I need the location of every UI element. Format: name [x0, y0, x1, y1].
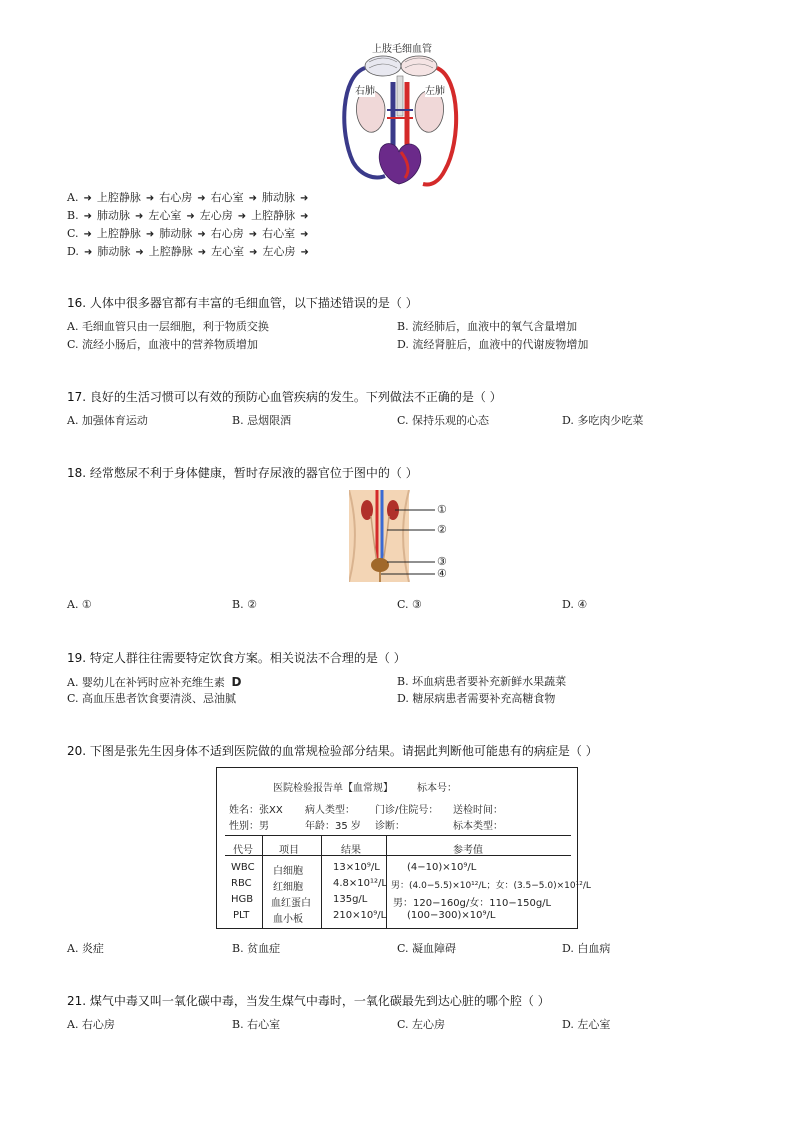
q17-stem: 17. 良好的生活习惯可以有效的预防心血管疾病的发生。下列做法不正确的是（ ）: [67, 390, 502, 404]
report-sample-no: 标本号：: [417, 783, 457, 794]
arrow-icon: ➜: [186, 211, 195, 222]
row-ref: (4−10)×10⁹/L: [407, 862, 477, 873]
q16-option-c: C. 流经小肠后，血液中的营养物质增加: [67, 338, 259, 351]
report-divider: [225, 835, 571, 836]
arrow-icon: ➜: [83, 193, 92, 204]
arrow-icon: ➜: [300, 247, 309, 258]
arrow-icon: ➜: [197, 193, 206, 204]
flow-step: 右心室: [262, 227, 296, 240]
arrow-icon: ➜: [237, 211, 247, 222]
q18-option-b: B. ②: [232, 598, 257, 611]
q20-option-a: A. 炎症: [67, 942, 104, 955]
flow-step: 上腔静脉: [96, 227, 141, 240]
flow-step: 上腔静脉: [251, 209, 296, 222]
circulation-svg: [335, 52, 465, 188]
q19-option-c: C. 高血压患者饮食要清淡、忌油腻: [67, 692, 237, 705]
row-ref: 男：(4.0−5.5)×10¹²/L；女：(3.5−5.0)×10¹²/L: [391, 881, 591, 891]
report-sex: 性别：男: [229, 821, 269, 832]
report-col-divider: [321, 835, 322, 929]
report-age: 年龄：35 岁: [305, 821, 361, 832]
report-send-time: 送检时间：: [453, 805, 503, 816]
label-3: ③: [437, 555, 447, 568]
arrow-icon: ➜: [197, 247, 207, 258]
flow-step: 左心房: [262, 245, 296, 258]
arrow-icon: ➜: [145, 229, 155, 240]
flow-step: 左心室: [148, 209, 182, 222]
q20-stem: 20. 下图是张先生因身体不适到医院做的血常规检验部分结果。请据此判断他可能患有的病症是（ ）: [67, 744, 598, 758]
urinary-diagram: [349, 490, 459, 582]
flow-step: 右心室: [210, 191, 244, 204]
q20-option-c: C. 凝血障碍: [397, 942, 457, 955]
row-result: 4.8×10¹²/L: [333, 878, 387, 889]
q19-option-b: B. 坏血病患者要补充新鲜水果蔬菜: [397, 675, 567, 688]
row-item: 血红蛋白: [271, 898, 311, 909]
option-letter: C.: [67, 227, 79, 240]
q15-option-d: [67, 245, 314, 260]
arrow-icon: ➜: [249, 247, 258, 258]
q16-option-d: D. 流经肾脏后，血液中的代谢废物增加: [397, 338, 589, 351]
row-item: 白细胞: [273, 866, 303, 877]
q20-option-b: B. 贫血症: [232, 942, 281, 955]
arrow-icon: ➜: [300, 211, 309, 222]
report-sample-type: 标本类型：: [453, 821, 503, 832]
q21-stem: 21. 煤气中毒又叫一氧化碳中毒，当发生煤气中毒时，一氧化碳最先到达心脏的哪个腔（ ）: [67, 994, 550, 1008]
col-header-code: 代号: [233, 845, 253, 856]
report-title: 医院检验报告单【血常规】: [273, 783, 393, 794]
lab-report: [216, 767, 591, 929]
right-lung-label: 右肺: [355, 82, 375, 97]
label-1: ①: [437, 503, 447, 516]
q19-option-a-extra: D: [231, 675, 242, 689]
arrow-icon: ➜: [197, 229, 206, 240]
report-header-divider: [225, 855, 571, 856]
report-diagnosis: 诊断：: [375, 821, 405, 832]
q17-option-c: C. 保持乐观的心态: [397, 414, 490, 427]
arrow-icon: ➜: [83, 211, 92, 222]
arrow-icon: ➜: [145, 193, 155, 204]
row-item: 血小板: [273, 914, 303, 925]
row-code: RBC: [231, 878, 252, 889]
circulation-diagram: [335, 40, 465, 188]
flow-step: 上腔静脉: [96, 191, 141, 204]
row-ref: 男：120−160g/女：110−150g/L: [393, 898, 552, 909]
q21-option-d: D. 左心室: [562, 1018, 611, 1031]
report-patient-type: 病人类型：: [305, 805, 355, 816]
arrow-icon: ➜: [248, 193, 258, 204]
arrow-icon: ➜: [83, 247, 93, 258]
arrow-icon: ➜: [300, 229, 309, 240]
q18-option-d: D. ④: [562, 598, 588, 611]
row-result: 135g/L: [333, 894, 368, 905]
report-col-divider: [262, 835, 263, 929]
q15-option-b: [67, 209, 314, 224]
q19-option-a-text: A. 婴幼儿在补钙时应补充维生素: [67, 676, 225, 689]
col-header-ref: 参考值: [453, 845, 483, 856]
flow-step: 肺动脉: [96, 209, 130, 222]
col-header-item: 项目: [279, 845, 299, 856]
arrow-icon: ➜: [83, 229, 92, 240]
row-result: 210×10⁹/L: [333, 910, 387, 921]
q16-option-b: B. 流经肺后，血液中的氧气含量增加: [397, 320, 578, 333]
left-lung-label: 左肺: [425, 82, 445, 97]
row-item: 红细胞: [273, 882, 303, 893]
option-letter: D.: [67, 245, 79, 258]
q20-option-d: D. 白血病: [562, 942, 611, 955]
q15-option-c: [67, 227, 313, 242]
row-result: 13×10⁹/L: [333, 862, 380, 873]
q19-option-d: D. 糖尿病患者需要补充高糖食物: [397, 692, 556, 705]
q18-option-c: C. ③: [397, 598, 422, 611]
diagram-caption: 上肢毛细血管: [372, 44, 432, 55]
q18-option-a: A. ①: [67, 598, 92, 611]
q21-option-b: B. 右心室: [232, 1018, 281, 1031]
label-2: ②: [437, 523, 447, 536]
flow-step: 右心房: [210, 227, 244, 240]
q17-option-d: D. 多吃肉少吃菜: [562, 414, 644, 427]
flow-step: 上腔静脉: [148, 245, 193, 258]
q16-stem: 16. 人体中很多器官都有丰富的毛细血管，以下描述错误的是（ ）: [67, 296, 418, 310]
q21-option-c: C. 左心房: [397, 1018, 446, 1031]
report-name: 姓名：张XX: [229, 805, 283, 816]
row-ref: (100−300)×10⁹/L: [407, 910, 496, 921]
arrow-icon: ➜: [134, 211, 144, 222]
q15-option-a: [67, 191, 313, 206]
flow-step: 肺动脉: [97, 245, 131, 258]
flow-step: 肺动脉: [159, 227, 193, 240]
arrow-icon: ➜: [300, 193, 309, 204]
q18-stem: 18. 经常憋尿不利于身体健康，暂时存尿液的器官位于图中的（ ）: [67, 466, 418, 480]
flow-step: 右心房: [159, 191, 193, 204]
col-header-result: 结果: [341, 845, 361, 856]
q21-option-a: A. 右心房: [67, 1018, 115, 1031]
q19-option-a: [67, 675, 241, 690]
flow-step: 肺动脉: [262, 191, 296, 204]
flow-step: 左心室: [211, 245, 245, 258]
row-code: WBC: [231, 862, 255, 873]
row-code: PLT: [233, 910, 250, 921]
report-clinic-no: 门诊/住院号：: [375, 805, 439, 816]
q16-option-a: A. 毛细血管只由一层细胞，利于物质交换: [67, 320, 269, 333]
option-letter: B.: [67, 209, 79, 222]
option-letter: A.: [67, 191, 79, 204]
row-code: HGB: [231, 894, 254, 905]
arrow-icon: ➜: [135, 247, 144, 258]
q17-option-b: B. 忌烟限酒: [232, 414, 292, 427]
q19-stem: 19. 特定人群往往需要特定饮食方案。相关说法不合理的是（ ）: [67, 651, 406, 665]
arrow-icon: ➜: [248, 229, 258, 240]
q17-option-a: A. 加强体育运动: [67, 414, 148, 427]
flow-step: 左心房: [199, 209, 233, 222]
label-4: ④: [437, 567, 447, 580]
